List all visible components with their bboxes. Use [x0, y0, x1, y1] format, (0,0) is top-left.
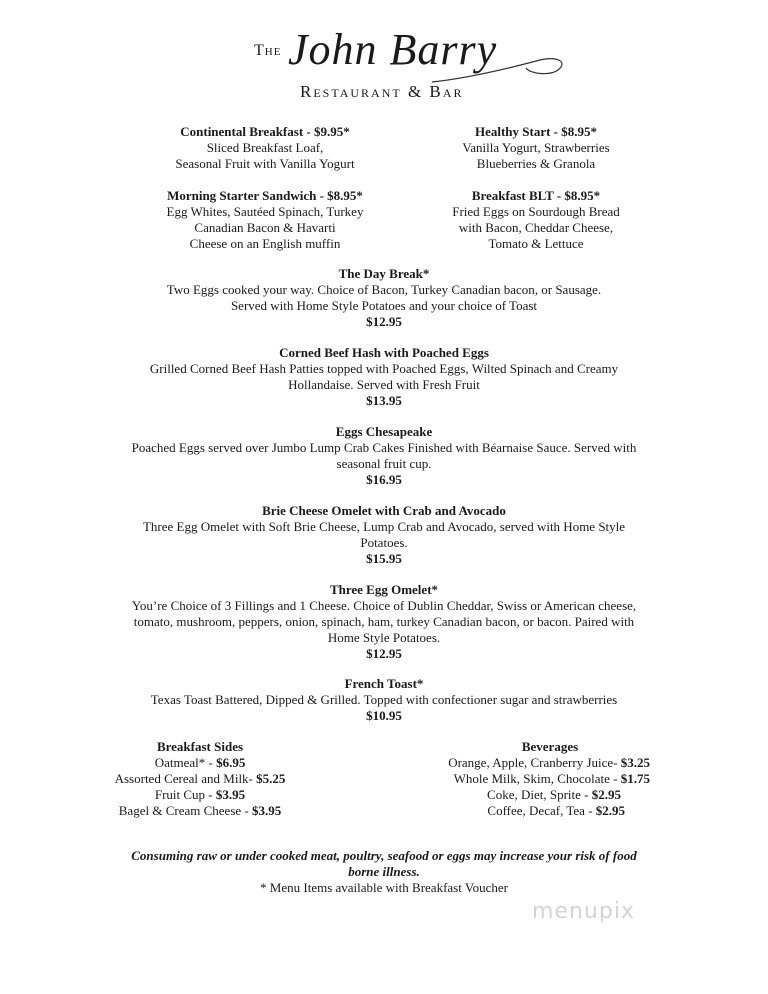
- list-item: Coke, Diet, Sprite - $2.95: [487, 787, 621, 802]
- breakfast-sides: [100, 739, 320, 819]
- list-item: Bagel & Cream Cheese - $3.95: [118, 803, 282, 818]
- item-day-break: The Day Break* Two Eggs cooked your way. Choice of Bacon, Turkey Canadian bacon, or Sausage. Served with Home Style Potatoes and your choice of Toast $12.95: [166, 266, 602, 329]
- logo-name: John Barry: [288, 25, 498, 74]
- beverages-title: Beverages: [521, 739, 579, 754]
- list-item: Coffee, Decaf, Tea - $2.95: [487, 803, 625, 818]
- item-three-egg-omelet: Three Egg Omelet* You’re Choice of 3 Fillings and 1 Cheese. Choice of Dublin Cheddar, Swiss or American cheese, tomato, mushroom, peppers, onion, spinach, ham, turkey Canadian bacon, or bacon. Paired with Home Style Potatoes. $12.95: [131, 582, 637, 661]
- list-item: Fruit Cup - $3.95: [154, 787, 246, 802]
- item-eggs-chesapeake: Eggs Chesapeake Poached Eggs served over Jumbo Lump Crab Cakes Finished with Béarnaise Sauce. Served with seasonal fruit cup. $16.95: [131, 424, 637, 487]
- footnote: * Menu Items available with Breakfast Voucher: [260, 880, 508, 895]
- logo-flourish: [430, 48, 570, 88]
- item-french-toast: French Toast* Texas Toast Battered, Dipped & Grilled. Topped with confectioner sugar and strawberries $10.95: [150, 676, 618, 723]
- food-safety-notice: Consuming raw or under cooked meat, poultry, seafood or eggs may increase your risk of food borne illness.: [131, 848, 637, 879]
- item-healthy-start: Healthy Start - $8.95* Vanilla Yogurt, Strawberries Blueberries & Granola: [462, 124, 610, 171]
- logo-the: The: [254, 42, 282, 59]
- watermark: menupix: [532, 899, 635, 924]
- list-item: Orange, Apple, Cranberry Juice- $3.25: [448, 755, 650, 770]
- sides-title: Breakfast Sides: [156, 739, 244, 754]
- logo-subtitle: Restaurant & Bar: [300, 82, 464, 101]
- item-morning-starter: Morning Starter Sandwich - $8.95* Egg Whites, Sautéed Spinach, Turkey Canadian Bacon & Havarti Cheese on an English muffin: [166, 188, 364, 251]
- list-item: Whole Milk, Skim, Chocolate - $1.75: [453, 771, 650, 786]
- item-continental-breakfast: Continental Breakfast - $9.95* Sliced Breakfast Loaf, Seasonal Fruit with Vanilla Yogurt: [175, 124, 355, 171]
- list-item: Assorted Cereal and Milk- $5.25: [114, 771, 286, 786]
- item-corned-beef-hash: Corned Beef Hash with Poached Eggs Grilled Corned Beef Hash Patties topped with Poached Eggs, Wilted Spinach and Creamy Hollandaise. Served with Fresh Fruit $13.95: [149, 345, 619, 408]
- item-brie-omelet: Brie Cheese Omelet with Crab and Avocado Three Egg Omelet with Soft Brie Cheese, Lump Crab and Avocado, served with Home Style Potatoes. $15.95: [142, 503, 626, 566]
- item-breakfast-blt: Breakfast BLT - $8.95* Fried Eggs on Sourdough Bread with Bacon, Cheddar Cheese, Tomato & Lettuce: [452, 188, 620, 251]
- beverages: [420, 739, 680, 819]
- list-item: Oatmeal* - $6.95: [154, 755, 246, 770]
